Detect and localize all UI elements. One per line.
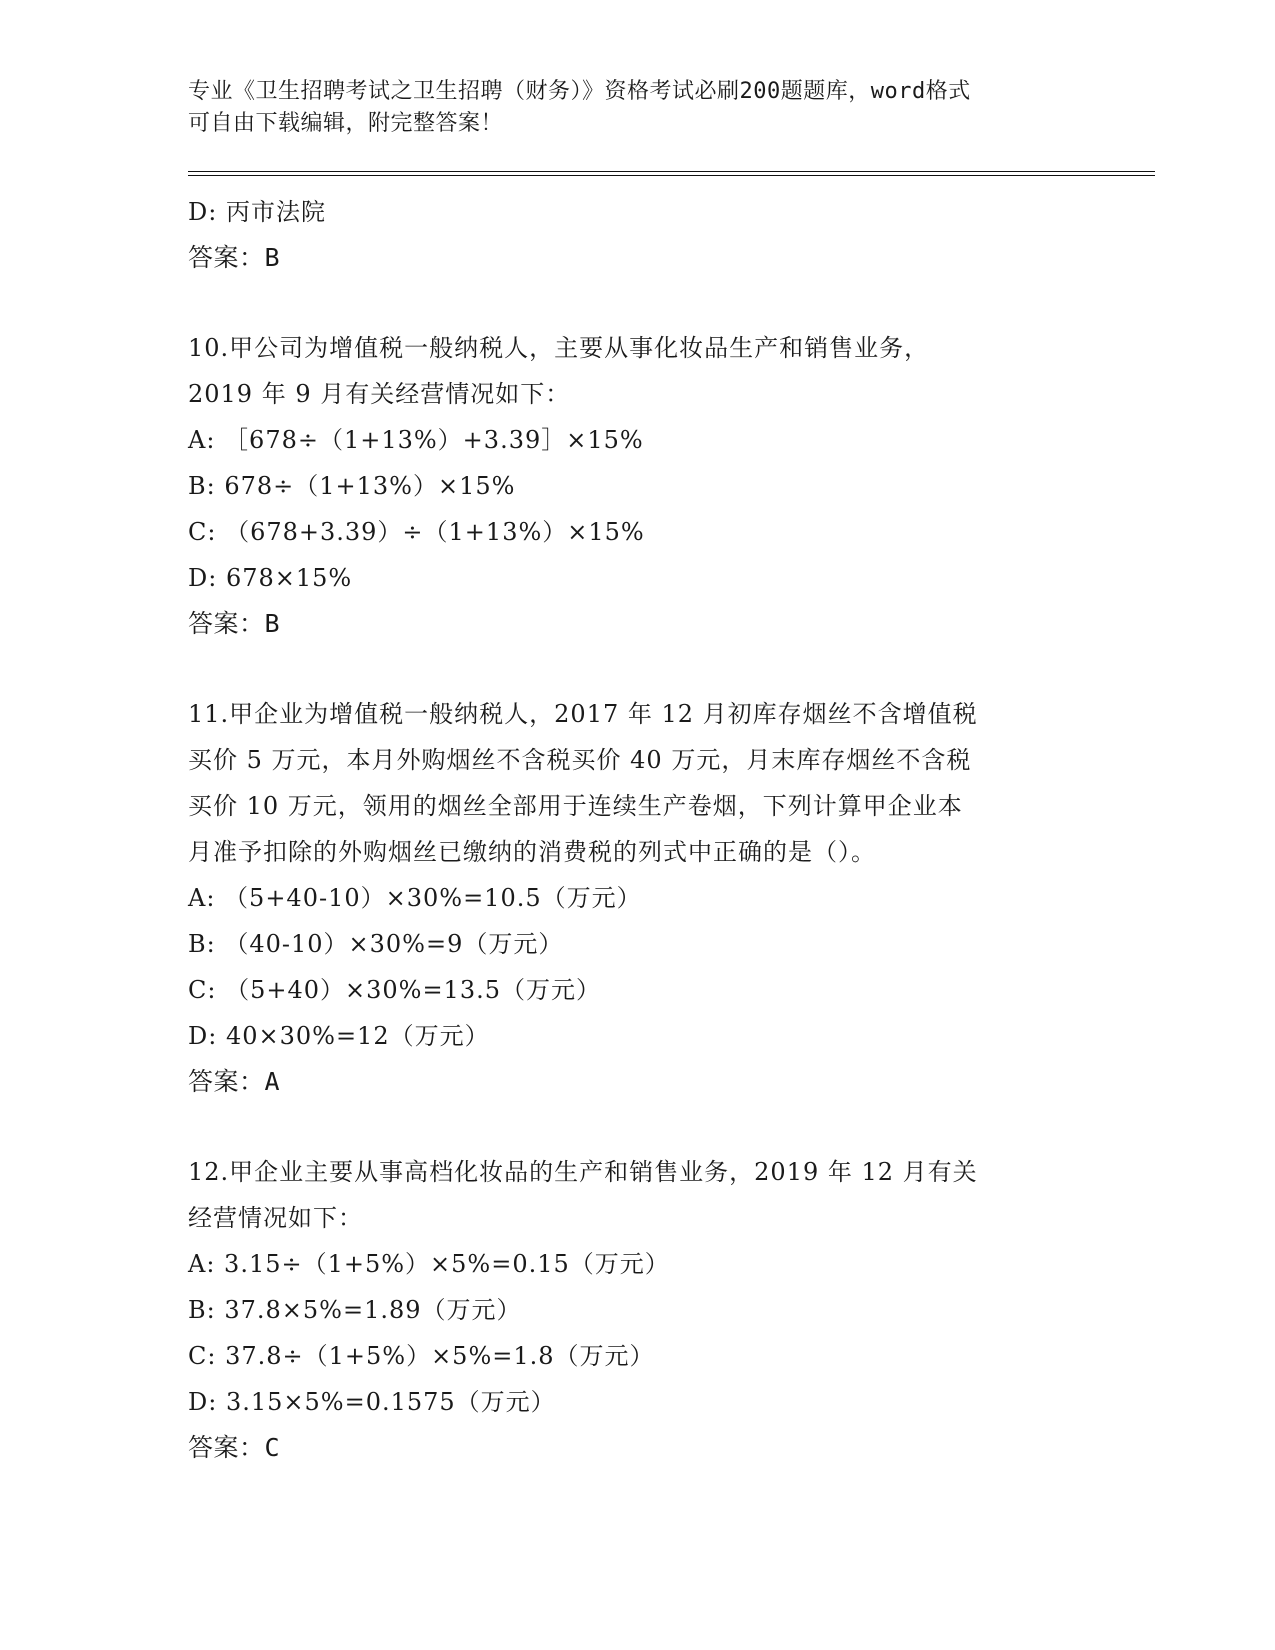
answer: 答案：C [188, 1433, 281, 1462]
option-d: D: 3.15×5%=0.1575（万元） [188, 1388, 556, 1416]
option-a: A: （5+40-10）×30%=10.5（万元） [188, 884, 642, 912]
option-c: C: 37.8÷（1+5%）×5%=1.8（万元） [188, 1342, 655, 1370]
question-12 [188, 1149, 1088, 1471]
option-a: A: 3.15÷（1+5%）×5%=0.15（万元） [188, 1250, 670, 1278]
header-line-2: 可自由下载编辑，附完整答案！ [188, 111, 504, 136]
question-stem-line: 买价 5 万元，本月外购烟丝不含税买价 40 万元，月末库存烟丝不含税 [188, 746, 972, 774]
option-b: B: 678÷（1+13%）×15% [188, 472, 516, 500]
option-c: C: （678+3.39）÷（1+13%）×15% [188, 518, 645, 546]
answer: 答案：B [188, 609, 281, 638]
question-stem-line: 10.甲公司为增值税一般纳税人，主要从事化妆品生产和销售业务， [188, 334, 930, 362]
question-10 [188, 325, 1088, 647]
question-stem-line: 经营情况如下： [188, 1204, 363, 1232]
question-stem-line: 11.甲企业为增值税一般纳税人，2017 年 12 月初库存烟丝不含增值税 [188, 700, 978, 728]
option-c: C: （5+40）×30%=13.5（万元） [188, 976, 601, 1004]
question-stem-line: 买价 10 万元，领用的烟丝全部用于连续生产卷烟，下列计算甲企业本 [188, 792, 963, 820]
document-header [188, 76, 1068, 140]
question-stem-line: 2019 年 9 月有关经营情况如下： [188, 380, 571, 408]
option-b: B: （40-10）×30%=9（万元） [188, 930, 564, 958]
document-body [188, 189, 1088, 1471]
prev-option-d: D: 丙市法院 [188, 198, 326, 226]
prev-answer: 答案：B [188, 243, 281, 272]
header-line-1: 专业《卫生招聘考试之卫生招聘（财务）》资格考试必刷200题题库，word格式 [188, 79, 971, 104]
option-a: A: ［678÷（1+13%）+3.39］×15% [188, 426, 644, 454]
question-stem-line: 月准予扣除的外购烟丝已缴纳的消费税的列式中正确的是（）。 [188, 838, 876, 866]
option-d: D: 40×30%=12（万元） [188, 1022, 490, 1050]
header-rule-top [188, 171, 1155, 172]
question-11 [188, 691, 1088, 1105]
option-d: D: 678×15% [188, 564, 353, 592]
answer: 答案：A [188, 1067, 281, 1096]
question-stem-line: 12.甲企业主要从事高档化妆品的生产和销售业务，2019 年 12 月有关 [188, 1158, 978, 1186]
option-b: B: 37.8×5%=1.89（万元） [188, 1296, 522, 1324]
header-rule-bottom [188, 175, 1155, 176]
